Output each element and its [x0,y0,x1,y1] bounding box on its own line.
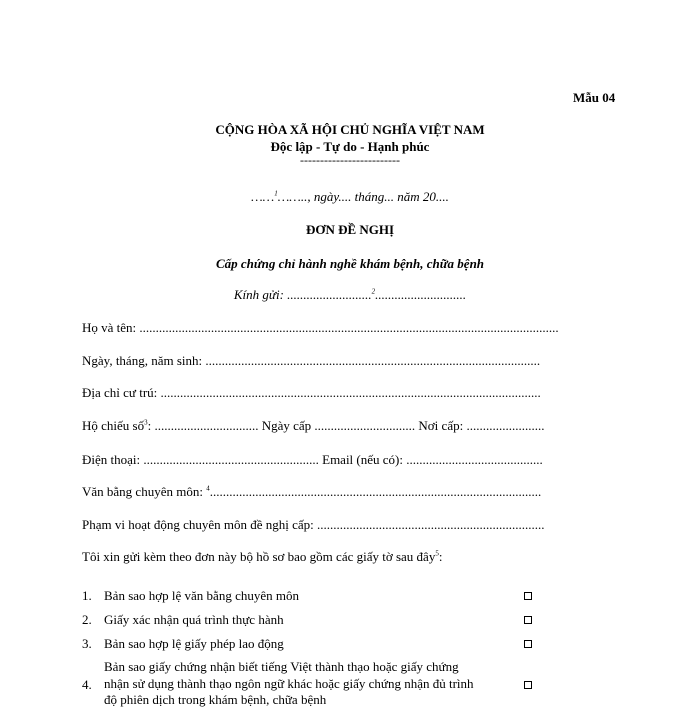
footnote-marker: 1 [274,189,278,198]
form-subtitle: Cấp chứng chỉ hành nghề khám bệnh, chữa bệnh [215,256,485,271]
footnote-marker: 5 [435,549,439,558]
checkbox[interactable] [524,616,532,624]
checkbox[interactable] [524,681,532,689]
address-field: Địa chỉ cư trú: ..................................................................................................................... [82,385,541,400]
attachments-label: Tôi xin gửi kèm theo đơn này bộ hồ sơ bao gồm các giấy tờ sau đây [82,549,436,564]
contact-field: Điện thoại: ...................................................... Email (nếu có): .......................................... [82,452,543,467]
list-item-number: 2. [82,612,92,627]
footnote-marker: 3 [144,418,148,427]
list-item-text: Giấy xác nhận quá trình thực hành [104,612,284,627]
passport-label: Hộ chiếu số [82,418,145,433]
attachments-colon: : [438,549,443,564]
attachments-intro [82,549,442,565]
date-line [0,189,700,205]
form-code: Mẫu 04 [573,90,616,105]
recipient-label: Kính gửi: .......................... [233,287,372,302]
list-item-text: Bản sao giấy chứng nhận biết tiếng Việt thành thạo hoặc giấy chứng [104,659,459,674]
degree-blank: ...................................................................................................... [209,484,542,499]
passport-blanks: : ................................ Ngày cấp ............................... Nơi cấp: ........................ [147,418,545,433]
nation-header: CỘNG HÒA XÃ HỘI CHỦ NGHĨA VIỆT NAM [215,122,485,137]
date-place-blank: …… [251,189,275,204]
list-item-text: độ phiên dịch trong khám bệnh, chữa bệnh [104,692,327,707]
degree-field [82,484,541,500]
degree-label: Văn bằng chuyên môn: [82,484,207,499]
header-separator: ------------------------- [300,153,400,167]
recipient-blank: ............................ [375,287,467,302]
motto: Độc lập - Tự do - Hạnh phúc [270,139,430,154]
list-item-number: 3. [82,636,92,651]
date-blank: …….., ngày.... tháng... năm 20.... [277,189,449,204]
form-title: ĐƠN ĐỀ NGHỊ [305,222,395,237]
checkbox[interactable] [524,640,532,648]
list-item-text: Bản sao hợp lệ giấy phép lao động [104,636,284,651]
footnote-marker: 2 [371,287,376,296]
scope-field: Phạm vi hoạt động chuyên môn đề nghị cấp: ...................................................................... [82,517,545,532]
list-item-number: 1. [82,588,92,603]
full-name-field: Họ và tên: ................................................................................................................................. [82,320,559,335]
footnote-marker: 4 [206,484,210,493]
passport-field [82,418,544,434]
list-item-number: 4. [82,677,92,692]
recipient-line [0,287,700,303]
date-of-birth-field: Ngày, tháng, năm sinh: ....................................................................................................... [82,353,541,368]
list-item-text: Bản sao hợp lệ văn bằng chuyên môn [104,588,299,603]
checkbox[interactable] [524,592,532,600]
list-item-text: nhận sử dụng thành thạo ngôn ngữ khác hoặc giấy chứng nhận đủ trình [104,676,474,691]
